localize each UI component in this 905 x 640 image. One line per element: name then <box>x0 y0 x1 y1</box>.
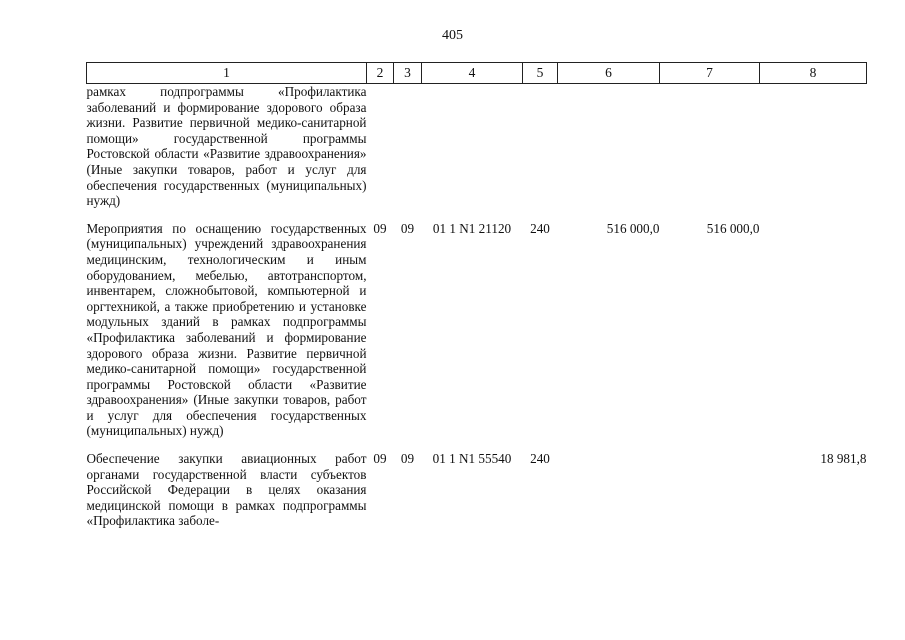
column-header-6: 6 <box>558 63 660 84</box>
column-header-1: 1 <box>87 63 367 84</box>
row-amount-col7 <box>660 84 760 219</box>
page-number: 405 <box>442 28 463 43</box>
row-amount-col6 <box>558 84 660 219</box>
header-row <box>87 63 867 84</box>
row-subsection-code <box>394 84 422 219</box>
row-expense-type: 240 <box>530 451 550 467</box>
budget-table <box>86 62 867 529</box>
column-header-4: 4 <box>422 63 523 84</box>
table-row <box>87 84 867 219</box>
row-amount-col7 <box>660 449 760 529</box>
column-header-5: 5 <box>523 63 558 84</box>
table-row <box>87 449 867 529</box>
row-subsection-code: 09 <box>400 220 415 236</box>
row-amount-col8 <box>760 84 867 219</box>
row-amount-col6 <box>558 449 660 529</box>
row-amount-col7: 516 000,0 <box>706 220 760 236</box>
column-header-7: 7 <box>660 63 760 84</box>
row-amount-col6: 516 000,0 <box>606 220 660 236</box>
row-expense-type <box>523 84 558 219</box>
row-target-article <box>422 84 523 219</box>
row-section-code: 09 <box>373 220 387 236</box>
column-header-8: 8 <box>760 63 867 84</box>
row-section-code: 09 <box>373 451 387 467</box>
row-subsection-code: 09 <box>400 451 415 467</box>
row-target-article: 01 1 N1 21120 <box>432 220 512 236</box>
row-description: рамках подпрограммы «Профилактика заболеваний и формирование здорового образа жизни. Развитие первичной медико-санитарной помощи» государственной программы Ростовской области «Развитие здравоохранения» (Иные закупки товаров, работ и услуг для обеспечения государственных (муниципальных) нужд) <box>86 84 367 209</box>
row-section-code <box>367 84 394 219</box>
row-description: Мероприятия по оснащению государственных (муниципальных) учреждений здравоохранения медицинским, технологическим и иным оборудованием, мебелью, автотранспортом, инвентарем, сложнобытовой, компьютерной и оргтехникой, а также приобретению и установке модульных зданий в рамках подпрограммы «Профилактика заболеваний и формирование здорового образа жизни. Развитие первичной медико-санитарной помощи» государственной программы Ростовской области «Развитие здравоохранения» (Иные закупки товаров, работ и услуг для обеспечения государственных (муниципальных) нужд) <box>86 220 367 439</box>
row-amount-col8: 18 981,8 <box>820 451 867 467</box>
table-row <box>87 219 867 449</box>
row-amount-col8 <box>760 219 867 449</box>
row-expense-type: 240 <box>530 220 550 236</box>
row-description: Обеспечение закупки авиационных работ органами государственной власти субъектов Российской Федерации в целях оказания медицинской помощи в рамках подпрограммы «Профилактика заболе- <box>86 451 367 529</box>
row-target-article: 01 1 N1 55540 <box>432 451 512 467</box>
column-header-2: 2 <box>367 63 394 84</box>
column-header-3: 3 <box>394 63 422 84</box>
